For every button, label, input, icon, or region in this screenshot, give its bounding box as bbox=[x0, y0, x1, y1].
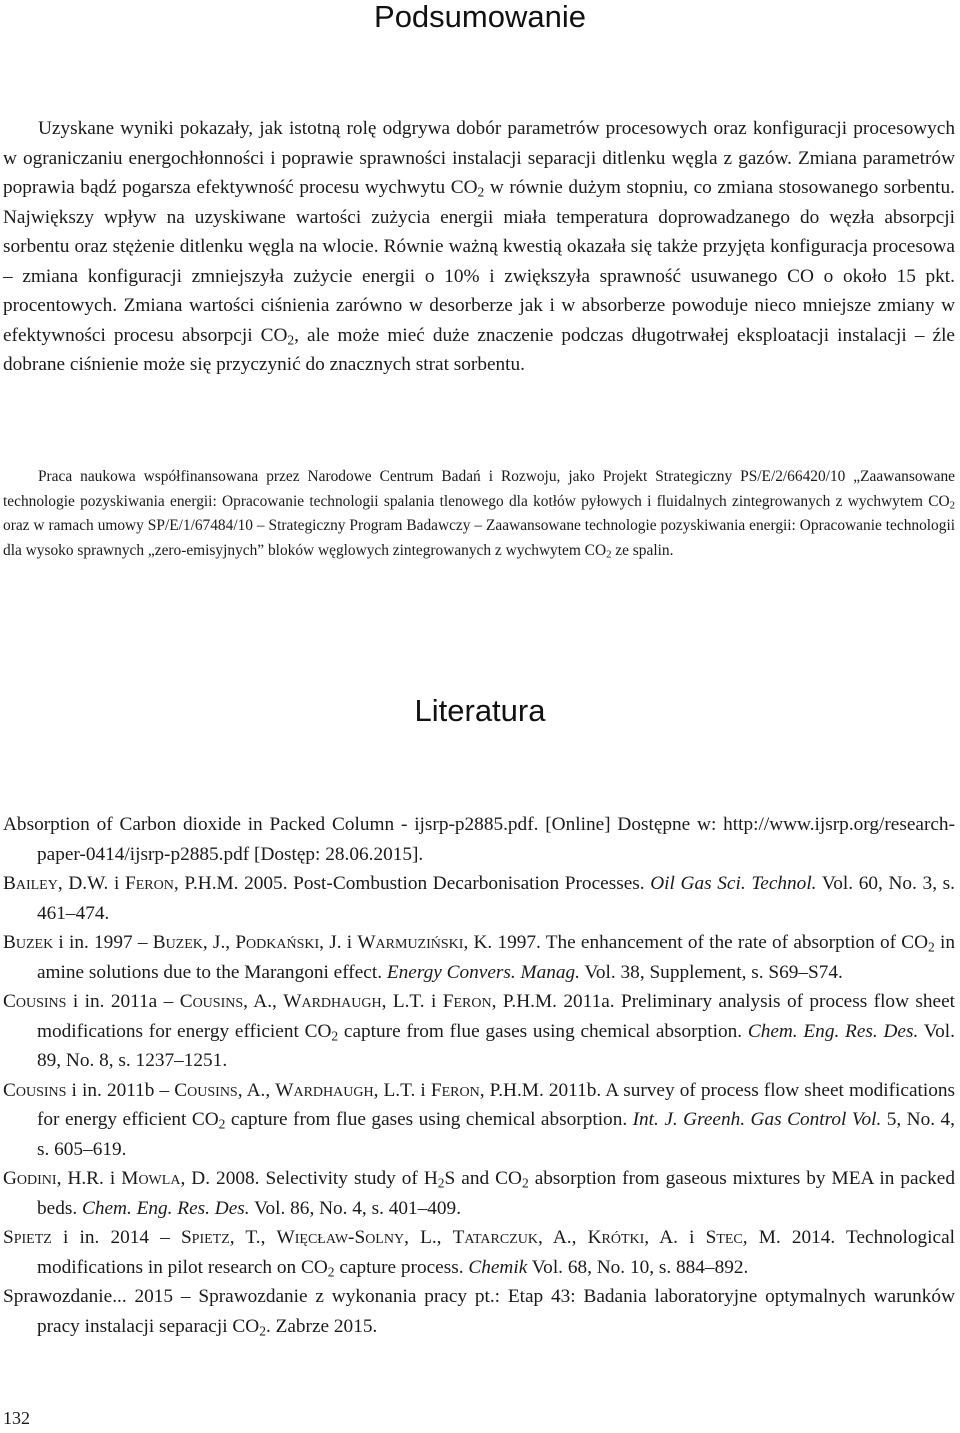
reference-item bbox=[3, 987, 955, 1076]
funding-text: ze spalin. bbox=[611, 541, 674, 559]
subscript: 2 bbox=[949, 499, 955, 512]
reference-text: , P.H.M. 2011a. Preliminary analysis of process flow sheet modifications for energy efficient CO bbox=[37, 991, 956, 1042]
reference-text: , M. 2014. Technological modifications in pilot research on CO bbox=[37, 1227, 955, 1278]
summary-text: , ale może mieć duże znaczenie podczas długotrwałej eksploatacji instalacji – źle dobrane ciśnienie może się przyczynić do znacznych strat sorbentu. bbox=[3, 324, 955, 375]
reference-text: , J. i bbox=[319, 932, 358, 953]
reference-list bbox=[3, 810, 955, 1341]
subscript: 2 bbox=[928, 939, 935, 955]
journal-name: Chemik bbox=[468, 1256, 528, 1278]
reference-item bbox=[3, 1282, 955, 1341]
subscript: 2 bbox=[287, 331, 295, 347]
reference-item bbox=[3, 928, 955, 987]
subscript: 2 bbox=[606, 548, 612, 561]
author-name: Spietz bbox=[180, 1227, 230, 1248]
reference-text: , D.W. i bbox=[57, 873, 126, 894]
reference-text: capture from flue gases using chemical absorption. bbox=[338, 1020, 748, 1042]
journal-name: Chem. Eng. Res. Des. bbox=[747, 1020, 919, 1042]
author-name: Wardhaugh bbox=[275, 1079, 374, 1101]
author-name: Godini bbox=[3, 1168, 57, 1189]
author-name: Cousins bbox=[179, 991, 244, 1012]
reference-text: capture from flue gases using chemical absorption. bbox=[225, 1109, 633, 1130]
subscript: 2 bbox=[331, 1027, 339, 1043]
author-name: Warmuziński bbox=[357, 932, 464, 953]
subscript: 2 bbox=[521, 1175, 529, 1191]
journal-name: Energy Convers. Manag. bbox=[386, 961, 580, 983]
reference-text: i in. 1997 – bbox=[53, 932, 153, 953]
reference-text: , D. 2008. Selectivity study of H bbox=[180, 1168, 438, 1189]
reference-text: Vol. 89, No. 8, s. 1237–1251. bbox=[37, 1020, 955, 1071]
reference-text: , L.T. i bbox=[381, 991, 443, 1012]
reference-text: i in. 2014 – bbox=[51, 1227, 181, 1248]
section-title-summary: Podsumowanie bbox=[374, 0, 586, 34]
reference-text: , P.H.M. 2005. Post-Combustion Decarbonisation Processes. bbox=[173, 873, 651, 894]
summary-paragraph bbox=[3, 114, 955, 380]
reference-text: 5, No. 4, s. 605–619. bbox=[37, 1109, 955, 1160]
funding-text: oraz w ramach umowy SP/E/1/67484/10 – Strategiczny Program Badawczy – Zaawansowane technologie pozyskiwania energii: Opracowanie technologii dla wysoko sprawnych „zero-emisyjnych” bloków węglowych zintegrowanych z wychwytem CO bbox=[3, 517, 955, 559]
journal-name: Int. J. Greenh. Gas Control Vol. bbox=[632, 1109, 882, 1130]
author-name: Buzek bbox=[3, 932, 54, 953]
reference-text: , H.R. i bbox=[56, 1168, 122, 1189]
author-name: Mowla bbox=[121, 1168, 181, 1189]
reference-text: i in. 2011a – bbox=[66, 991, 180, 1012]
author-name: Więcław-Solny bbox=[276, 1227, 405, 1248]
reference-text: Vol. 60, No. 3, s. 461–474. bbox=[37, 873, 955, 924]
reference-text: , A., bbox=[243, 991, 284, 1012]
author-name: Feron bbox=[442, 991, 492, 1012]
author-name: Podkański bbox=[235, 932, 320, 953]
author-name: Cousins bbox=[3, 1079, 67, 1101]
reference-text: , K. 1997. The enhancement of the rate of absorption of CO bbox=[463, 932, 929, 953]
author-name: Spietz bbox=[3, 1227, 52, 1248]
page-number: 132 bbox=[3, 1408, 30, 1428]
journal-name: Chem. Eng. Res. Des. bbox=[81, 1197, 250, 1219]
reference-text: , P.H.M. 2011b. A survey of process flow sheet modifications for energy efficient CO bbox=[37, 1079, 956, 1130]
reference-text: capture process. bbox=[334, 1256, 469, 1278]
reference-item bbox=[3, 1223, 955, 1282]
author-name: Wardhaugh bbox=[283, 991, 382, 1012]
section-title-literature: Literatura bbox=[414, 693, 546, 728]
funding-note bbox=[3, 465, 955, 563]
author-name: Feron bbox=[125, 873, 174, 894]
summary-text: Uzyskane wyniki pokazały, jak istotną rolę odgrywa dobór parametrów procesowych oraz konfiguracji procesowych w ograniczaniu energochłonności i poprawie sprawności instalacji separacji ditlenku węgla z gazów. Zmiana parametrów poprawia bądź pogarsza efektywność procesu wychwytu CO bbox=[3, 118, 955, 198]
summary-text: w równie dużym stopniu, co zmiana stosowanego sorbentu. Największy wpływ na uzyskiwane wartości zużycia energii miała temperatura doprowadzanego do węzła absorpcji sorbentu oraz stężenie ditlenku węgla na wlocie. Równie ważną kwestią okazała się także przyjęta konfiguracja procesowa – zmiana konfiguracji zmniejszyła zużycie energii o 10% i zwiększyła sprawność usuwanego CO o około 15 pkt. procentowych. Zmiana wartości ciśnienia zarówno w desorberze jak i w absorberze powoduje nieco mniejsze zmiany w efektywności procesu absorpcji CO bbox=[3, 177, 955, 346]
reference-item bbox=[3, 1164, 955, 1223]
reference-text: absorption from gaseous mixtures by MEA in packed beds. bbox=[37, 1168, 955, 1219]
reference-text: Vol. 68, No. 10, s. 884–892. bbox=[527, 1256, 749, 1278]
subscript: 2 bbox=[218, 1116, 226, 1132]
reference-text: Vol. 86, No. 4, s. 401–409. bbox=[249, 1197, 462, 1219]
reference-text: , L., bbox=[404, 1227, 453, 1248]
subscript: 2 bbox=[477, 184, 485, 200]
reference-text: Absorption of Carbon dioxide in Packed Column - ijsrp-p2885.pdf. [Online] Dostępne w: http://www.ijsrp.org/research-paper-0414/ijsrp-p2885.pdf [Dostęp: 28.06.2015]. bbox=[3, 814, 955, 865]
reference-item bbox=[3, 869, 955, 928]
reference-item bbox=[3, 810, 955, 869]
reference-text: Sprawozdanie... 2015 – Sprawozdanie z wykonania pracy pt.: Etap 43: Badania laboratoryjne optymalnych warunków pracy instalacji separacji CO bbox=[3, 1286, 955, 1337]
author-name: Cousins bbox=[174, 1079, 238, 1101]
reference-text: S and CO bbox=[444, 1168, 522, 1189]
author-name: Tatarczuk bbox=[452, 1227, 538, 1248]
reference-text: . Zabrze 2015. bbox=[265, 1315, 378, 1337]
reference-text: , T., bbox=[229, 1227, 277, 1248]
funding-text: Praca naukowa współfinansowana przez Narodowe Centrum Badań i Rozwoju, jako Projekt Strategiczny PS/E/2/66420/10 „Zaawansowane technologie pozyskiwania energii: Opracowanie technologii spalania tlenowego dla kotłów pyłowych i fluidalnych zintegrowanych z wychwytem CO bbox=[3, 468, 955, 510]
reference-text: Vol. 38, Supplement, s. S69–S74. bbox=[579, 961, 843, 983]
author-name: Krótki bbox=[587, 1227, 645, 1248]
reference-text: in amine solutions due to the Marangoni effect. bbox=[37, 932, 956, 983]
author-name: Stec bbox=[705, 1227, 743, 1248]
reference-text: , A., bbox=[537, 1227, 588, 1248]
author-name: Buzek bbox=[152, 932, 203, 953]
journal-name: Oil Gas Sci. Technol. bbox=[650, 873, 817, 894]
author-name: Feron bbox=[430, 1079, 480, 1101]
author-name: Cousins bbox=[3, 991, 67, 1012]
subscript: 2 bbox=[327, 1263, 335, 1279]
reference-text: , A., bbox=[237, 1079, 276, 1101]
subscript: 2 bbox=[259, 1322, 266, 1338]
reference-item bbox=[3, 1076, 955, 1165]
reference-text: , L.T. i bbox=[373, 1079, 431, 1101]
subscript: 2 bbox=[437, 1175, 445, 1191]
author-name: Bailey bbox=[3, 873, 58, 894]
reference-text: , J., bbox=[202, 932, 236, 953]
reference-text: i in. 2011b – bbox=[66, 1079, 175, 1101]
reference-text: , A. i bbox=[644, 1227, 706, 1248]
